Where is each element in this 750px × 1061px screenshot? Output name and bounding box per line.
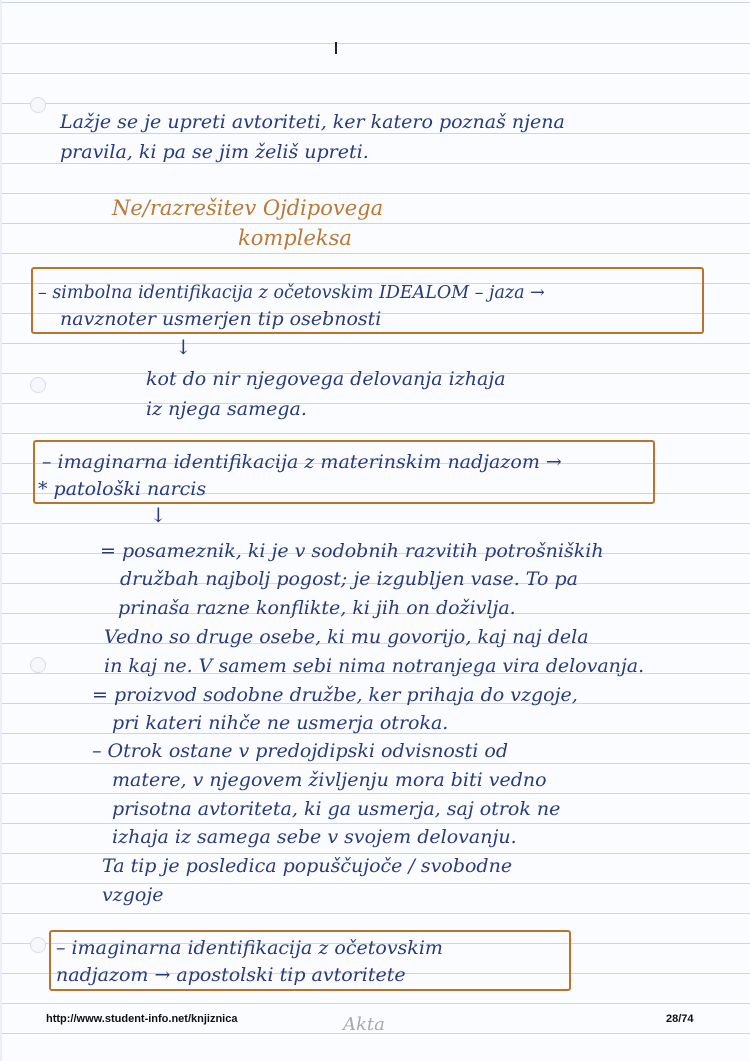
body-line-9: matere, v njegovem življenju mora biti vedno (112, 769, 547, 791)
binder-hole (30, 937, 46, 953)
binder-hole (30, 377, 46, 393)
box3-line-2: nadjazom → apostolski tip avtoritete (56, 964, 406, 986)
box3-line-1: – imaginarna identifikacija z očetovskim (56, 937, 443, 959)
binder-hole (30, 657, 46, 673)
box1-explanation-line-2: iz njega samega. (146, 398, 307, 420)
section-title: Ne/razrešitev Ojdipovega (112, 196, 384, 220)
body-line-10: prisotna avtoriteta, ki ga usmerja, saj otrok ne (112, 798, 561, 820)
body-line-7: pri kateri nihče ne usmerja otroka. (112, 712, 449, 734)
footer-brand-logo: Akta (343, 1014, 385, 1035)
body-line-6: = proizvod sodobne družbe, ker prihaja do vzgoje, (92, 684, 578, 706)
body-line-12: Ta tip je posledica popuščujoče / svobodne (102, 855, 513, 877)
box2-line-1: – imaginarna identifikacija z materinskim nadjazom → (42, 451, 562, 473)
body-line-11: izhaja iz samega sebe v svojem delovanju. (112, 826, 517, 848)
body-line-1: = posameznik, ki je v sodobnih razvitih potrošniških (100, 540, 604, 562)
footer-source-url: http://www.student-info.net/knjiznica (46, 1013, 238, 1025)
box1-line-1: – simbolna identifikacija z očetovskim IDEALOM – jaza → (38, 283, 545, 303)
body-line-13: vzgoje (102, 884, 164, 906)
intro-line-1: Lažje se je upreti avtoriteti, ker katero poznaš njena (60, 111, 565, 133)
intro-line-2: pravila, ki pa se jim želiš upreti. (60, 141, 369, 163)
footer-page-number: 28/74 (666, 1013, 694, 1025)
box1-explanation-line-1: kot do nir njegovega delovanja izhaja (146, 368, 506, 390)
binder-hole (30, 97, 46, 113)
arrow-down-icon: ↓ (175, 335, 192, 359)
page-mark (335, 42, 337, 54)
body-line-2: družbah najbolj pogost; je izgubljen vase. To pa (120, 568, 578, 590)
page-margin (0, 0, 2, 1061)
body-line-8: – Otrok ostane v predojdipski odvisnosti od (92, 740, 508, 762)
box2-line-2: * patološki narcis (38, 478, 207, 500)
body-line-4: Vedno so druge osebe, ki mu govorijo, kaj naj dela (104, 626, 589, 648)
body-line-5: in kaj ne. V samem sebi nima notranjega vira delovanja. (104, 655, 645, 677)
box1-line-2: navznoter usmerjen tip osebnosti (60, 308, 382, 330)
body-line-3: prinaša razne konflikte, ki jih on doživlja. (118, 597, 516, 619)
section-title-cont: kompleksa (238, 226, 352, 250)
arrow-down-icon: ↓ (150, 503, 167, 527)
